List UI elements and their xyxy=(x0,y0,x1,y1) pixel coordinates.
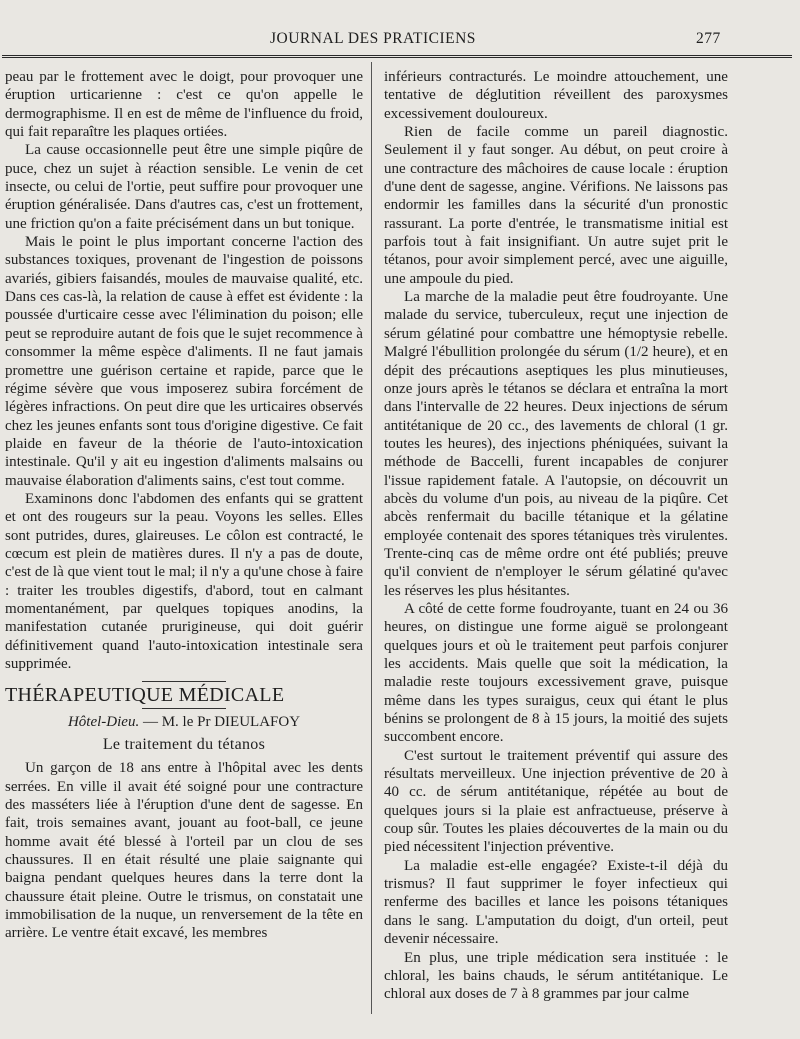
header-rule xyxy=(2,55,792,60)
column-divider xyxy=(371,62,372,1014)
section-title: THÉRAPEUTIQUE MÉDICALE xyxy=(5,684,285,707)
paragraph: peau par le frottement avec le doigt, pour provoquer une éruption urticarienne : c'est ce qu'on appelle le dermographisme. Il en est de même de l'influence du froid, qui fait reparaître les plaques ortiées. xyxy=(5,69,363,141)
page-number: 277 xyxy=(696,30,721,47)
article-subtitle: Le traitement du tétanos xyxy=(102,736,266,754)
paragraph: En plus, une triple médication sera instituée : le chloral, les bains chauds, le sérum antitétanique. Le chloral aux doses de 7 à 8 grammes par jour calme xyxy=(384,949,728,1003)
paragraph: C'est surtout le traitement préventif qui assure des résultats merveilleux. Une injection préventive de 20 à 40 cc. de sérum antitétanique, répétée au bout de quelques jours si la plaie est anfractueuse, préserve à coup sûr. Toutes les plaies découvertes de la main ou du pied nécessitent l'injection préventive. xyxy=(384,747,728,856)
paragraph: La marche de la maladie peut être foudroyante. Une malade du service, tuberculeux, reçut une injection de sérum gélatiné pour combattre une hémoptysie rebelle. Malgré l'ébullition prolongée du sérum (1/2 heure), et en dépit des précautions aseptiques les plus minutieuses, onze jours après le tétanos se déclara et entraîna la mort dans l'intervalle de 22 heures. Deux injections de sérum antitétanique de 20 cc., des lavements de chloral (1 gr. toutes les heures), des injections phéniquées, suivant la méthode de Baccelli, furent incapables de conjurer l'issue rapidement fatale. A l'autopsie, on découvrit un abcès du volume d'un pois, au niveau de la piqûre. Cet abcès renfermait du bacille tétanique et la gélatine employée contenait des spores tétaniques très virulentes. Trente-cinq cas de même ordre ont été publiés; preuve qu'il convient de n'employer le sérum gélatiné qu'avec les réserves les plus hésitantes. xyxy=(384,289,728,599)
section-separator xyxy=(142,708,226,709)
paragraph: inférieurs contracturés. Le moindre attouchement, une tentative de déglutition réveillent des paroxysmes excessivement douloureux. xyxy=(384,69,728,122)
running-title: JOURNAL DES PRATICIENS xyxy=(270,30,476,47)
paragraph: A côté de cette forme foudroyante, tuant en 24 ou 36 heures, on distingue une forme aiguë se prolongeant quelques jours et où le traitement peut parfois conjurer les accidents. Mais quelle que soit la médication, la maladie reste toujours excessivement grave, puisque même dans les types suraigus, ceux qui étant le plus bénins se prolongent de 8 à 15 jours, la moitié des sujets succombent encore. xyxy=(384,600,728,746)
paragraph: La maladie est-elle engagée? Existe-t-il déjà du trismus? Il faut supprimer le foyer infectieux qui renferme des bacilles et lance les poisons tétaniques dans le sang. L'amputation du doigt, d'un orteil, peut devenir nécessaire. xyxy=(384,857,728,948)
paragraph: Un garçon de 18 ans entre à l'hôpital avec les dents serrées. En ville il avait été soigné pour une contracture des masséters liée à l'éruption d'une dent de sagesse. En fait, trois semaines avant, jouant au foot-ball, ce jeune homme avait été blessé à l'orteil par un clou de ses chaussures. Il en était résulté une plaie saignante qui baigna pendant quelques heures dans la terre dont la chaussure était pleine. Outre le trismus, on constatait une immobilisation de la nuque, un renversement de la tête en arrière. Le ventre était excavé, les membres xyxy=(5,760,363,942)
paragraph: La cause occasionnelle peut être une simple piqûre de puce, chez un sujet à réaction sensible. Le venin de cet insecte, ou celui de l'ortie, peut suffire pour provoquer une éruption généralisée. Dans d'autres cas, c'est un frottement, une friction qu'on a faite précisément dans un but tonique. xyxy=(5,142,363,232)
running-head xyxy=(0,28,800,52)
right-column xyxy=(384,68,728,1004)
paragraph: Mais le point le plus important concerne l'action des substances toxiques, provenant de l'ingestion de poissons avariés, gibiers faisandés, moules de mauvaise qualité, etc. Dans ces cas-là, la relation de cause à effet est évidente : la poussée d'urticaire cesse avec l'élimination du poison; elle peut se reproduire autant de fois que le sujet recommence à consommer la même espèce d'aliments. Il ne faut jamais promettre une guérison certaine et rapide, parce que le régime sévère que vous imposerez subira forcément de légères infractions. On peut dire que les urticaires observés chez les jeunes enfants sont tous d'origine digestive. Ce fait plaide en faveur de la théorie de l'auto-intoxication intestinale. Qu'il y ait eu ingestion d'aliments malsains ou mauvaise élaboration d'aliments sains, c'est tout comme. xyxy=(5,234,363,489)
left-column xyxy=(5,68,363,943)
paragraph: Rien de facile comme un pareil diagnostic. Seulement il y faut songer. Au début, on peut croire à une contracture des mâchoires de cause locale : éruption d'une dent de sagesse, angine. Vérifions. Ne laissons pas endormir les familles dans la sécurité d'un pronostic rassurant. La porte d'entrée, le transmatisme initial est parfois tout à fait insignifiant. Un autre sujet prit le tétanos, pour avoir simplement percé, avec une aiguille, une ampoule du pied. xyxy=(384,124,728,287)
paragraph: Examinons donc l'abdomen des enfants qui se grattent et ont des rougeurs sur la peau. Voyons les selles. Elles sont putrides, dures, glaireuses. Le côlon est contracté, le cœcum est plein de matières dures. Il n'y a pas de doute, c'est de là que vient tout le mal; il n'y a qu'une chose à faire : traiter les troubles digestifs, d'abord, tout en calmant momentanément, par quelques topiques anodins, la manifestation cutanée prurigineuse, qui doit guérir définitivement quand l'auto-intoxication intestinale sera supprimée. xyxy=(5,490,363,672)
byline-author: — M. le Pr DIEULAFOY xyxy=(139,714,301,731)
byline xyxy=(5,713,363,732)
byline-place: Hôtel-Dieu. xyxy=(67,714,140,731)
